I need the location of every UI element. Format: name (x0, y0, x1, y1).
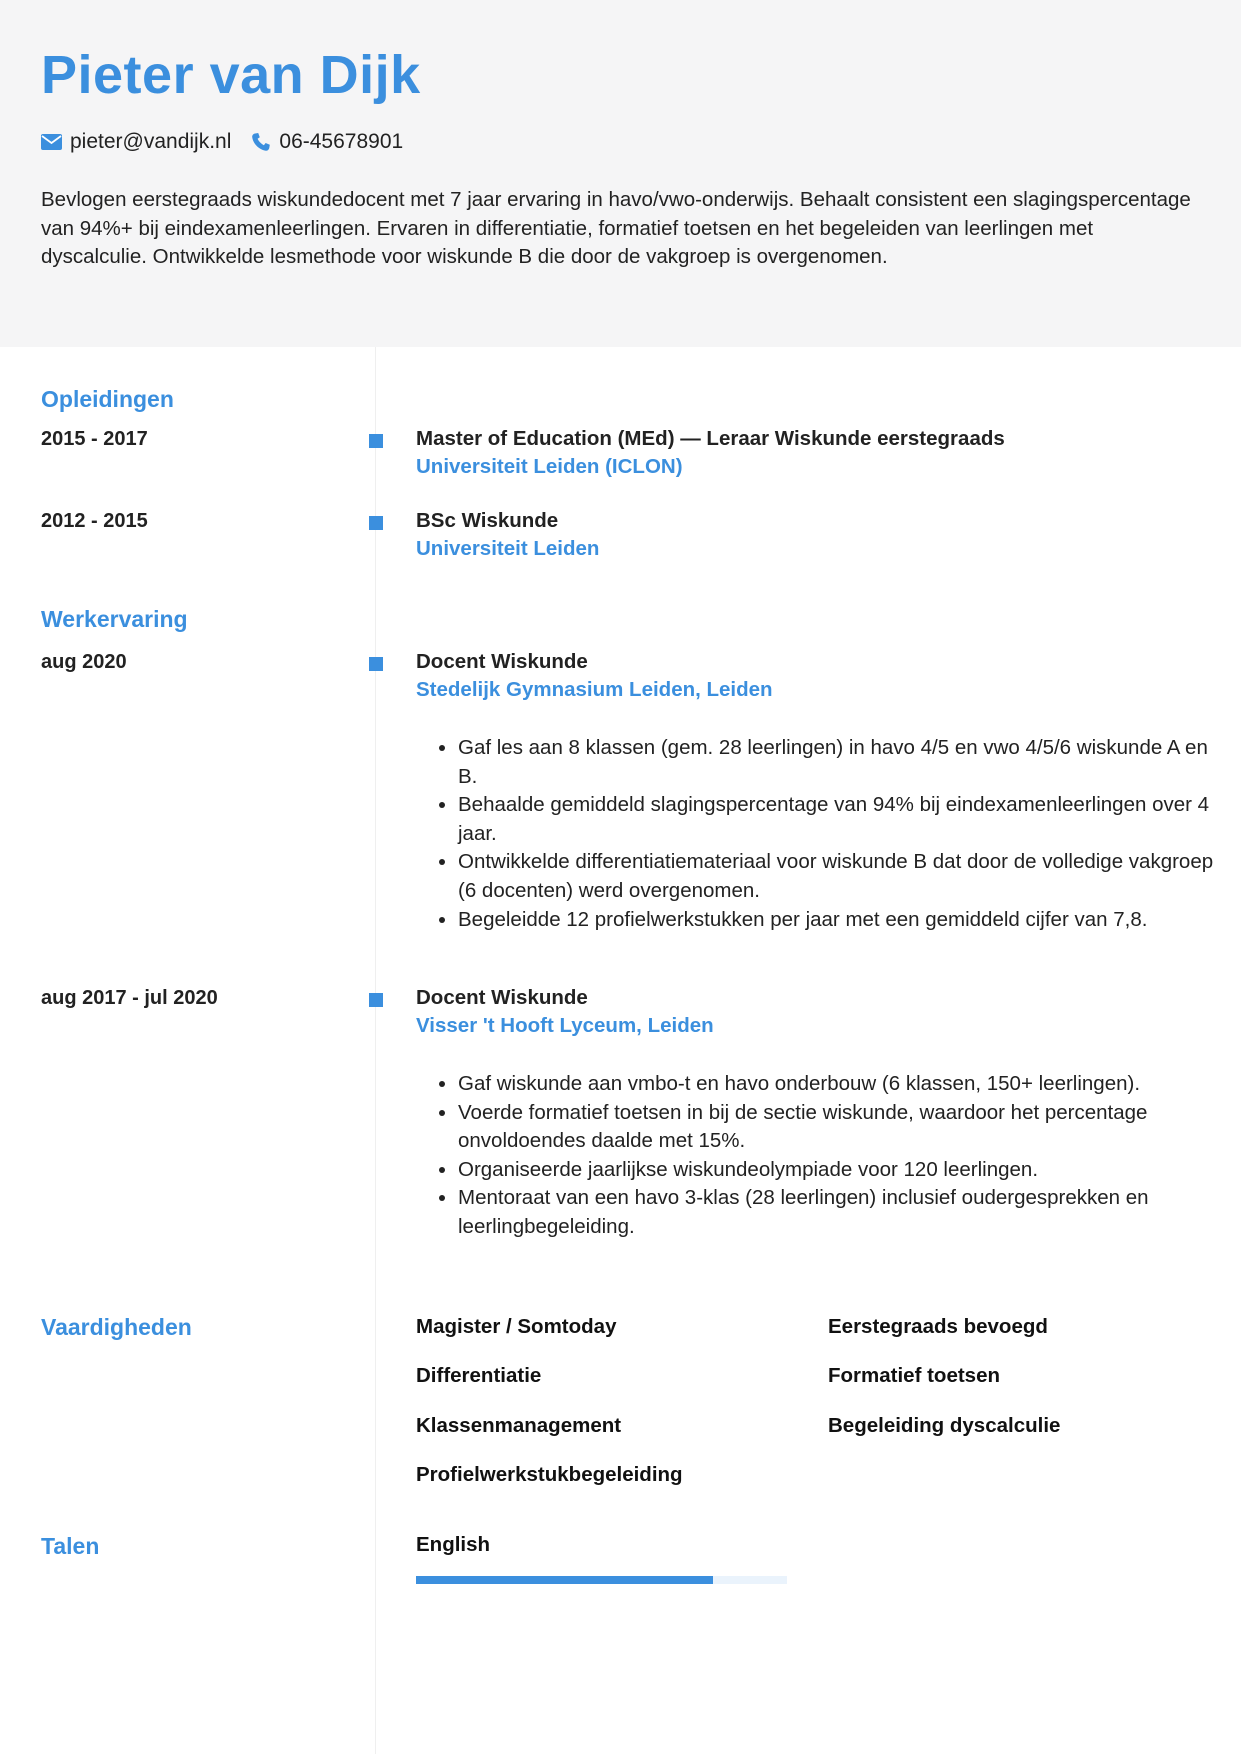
contact-email[interactable] (41, 130, 231, 154)
section-title-experience: Werkervaring (41, 606, 188, 632)
skill-item: Klassenmanagement (416, 1414, 622, 1437)
candidate-name: Pieter van Dijk (41, 45, 421, 105)
section-title-skills: Vaardigheden (41, 1314, 192, 1340)
job-title: Docent Wiskunde (416, 986, 588, 1009)
skill-item: Differentiatie (416, 1364, 542, 1387)
education-date: 2012 - 2015 (41, 510, 148, 532)
education-institution: Universiteit Leiden (416, 537, 600, 560)
language-name: English (416, 1533, 491, 1556)
skill-item: Begeleiding dyscalculie (828, 1414, 1061, 1437)
list-item: • Behaalde gemiddeld slagingspercentage van 94% bij eindexamenleerlingen over 4 jaar. (458, 791, 1218, 848)
list-item: • Organiseerde jaarlijkse wiskundeolympiade voor 120 leerlingen. (458, 1156, 1218, 1185)
skill-item: Formatief toetsen (828, 1364, 1000, 1387)
experience-date: aug 2017 - jul 2020 (41, 987, 218, 1009)
phone-text: 06-45678901 (279, 130, 404, 153)
employer: Visser 't Hooft Lyceum, Leiden (416, 1014, 714, 1037)
job-title: Docent Wiskunde (416, 650, 588, 673)
timeline-marker (369, 434, 383, 448)
profile-summary: Bevlogen eerstegraads wiskundedocent met 7 jaar ervaring in havo/vwo-onderwijs. Behaalt consistent een slagingspercentage van 94%+ bij eindexamenleerlingen. Ervaren in differentiatie, formatief toetsen en het begeleiden van leerlingen met dyscalculie. Ontwikkelde lesmethode voor wiskunde B die door de vakgroep is overgenomen. (41, 188, 1191, 268)
job-responsibilities (416, 1070, 1218, 1242)
timeline-divider (375, 347, 376, 1754)
contact-phone[interactable] (251, 130, 403, 154)
job-responsibilities (416, 734, 1218, 934)
list-item: • Gaf wiskunde aan vmbo-t en havo onderbouw (6 klassen, 150+ leerlingen). (458, 1070, 1218, 1099)
list-item: • Voerde formatief toetsen in bij de sectie wiskunde, waardoor het percentage onvoldoendes daalde met 15%. (458, 1099, 1218, 1156)
skill-item: Profielwerkstukbegeleiding (416, 1463, 683, 1486)
list-item: • Ontwikkelde differentiatiemateriaal voor wiskunde B dat door de volledige vakgroep (6 docenten) werd overgenomen. (458, 848, 1218, 905)
section-title-languages: Talen (41, 1533, 100, 1559)
section-title-education: Opleidingen (41, 386, 174, 412)
list-item: • Mentoraat van een havo 3-klas (28 leerlingen) inclusief oudergesprekken en leerlingbegeleiding. (458, 1184, 1218, 1241)
list-item: • Gaf les aan 8 klassen (gem. 28 leerlingen) in havo 4/5 en vwo 4/5/6 wiskunde A en B. (458, 734, 1218, 791)
timeline-marker (369, 993, 383, 1007)
language-level-fill (416, 1576, 713, 1584)
education-institution: Universiteit Leiden (ICLON) (416, 455, 683, 478)
envelope-icon (41, 134, 62, 150)
education-date: 2015 - 2017 (41, 428, 148, 450)
education-title: Master of Education (MEd) — Leraar Wiskunde eerstegraads (416, 427, 1005, 450)
timeline-marker (369, 657, 383, 671)
phone-icon (251, 132, 271, 152)
employer: Stedelijk Gymnasium Leiden, Leiden (416, 678, 773, 701)
contact-info (41, 128, 423, 156)
education-title: BSc Wiskunde (416, 509, 559, 532)
language-level-bar (416, 1576, 787, 1584)
email-text: pieter@vandijk.nl (70, 130, 232, 153)
experience-date: aug 2020 (41, 651, 127, 673)
skill-item: Eerstegraads bevoegd (828, 1315, 1048, 1338)
list-item: • Begeleidde 12 profielwerkstukken per jaar met een gemiddeld cijfer van 7,8. (458, 906, 1218, 935)
timeline-marker (369, 516, 383, 530)
skill-item: Magister / Somtoday (416, 1315, 617, 1338)
header (0, 0, 1241, 347)
